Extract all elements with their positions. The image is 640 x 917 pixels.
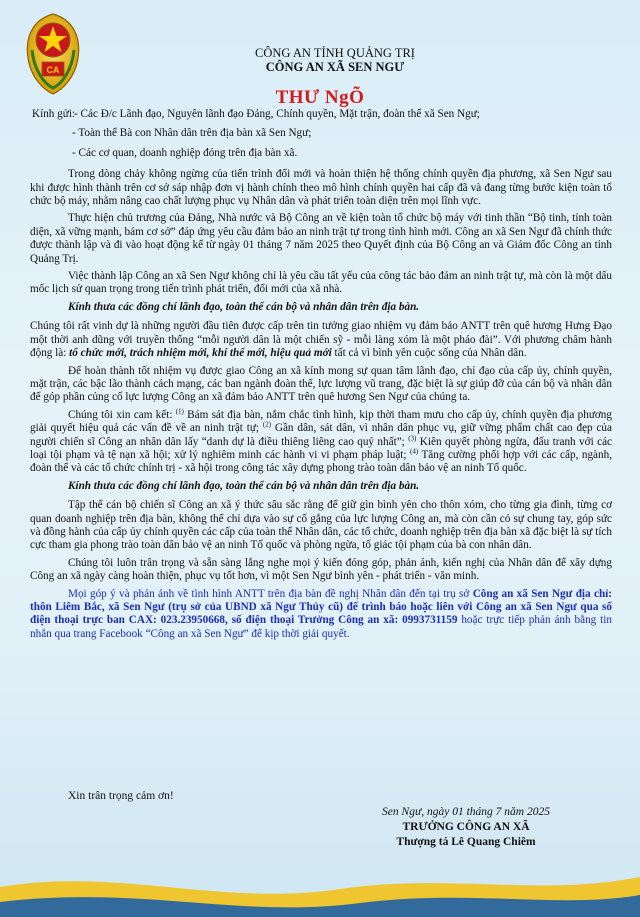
- motto: tổ chức mới, trách nhiệm mới, khí thế mới, hiệu quả mới: [69, 347, 332, 360]
- paragraph-8: Chúng tôi luôn trân trọng và sẵn sàng lắng nghe mọi ý kiến đóng góp, phản ánh, kiến nghị của Nhân dân để xây dựng Công an xã ngày càng hoàn thiện, phục vụ tốt hơn, vì một Sen Ngư bình yên - phát triển - văn minh.: [30, 556, 612, 583]
- signature-role: TRƯỞNG CÔNG AN XÃ: [402, 821, 530, 833]
- recipients-lead: Kính gửi:: [32, 108, 76, 120]
- org-parent: CÔNG AN TỈNH QUẢNG TRỊ: [255, 46, 415, 60]
- commitments-lead: Chúng tôi xin cam kết:: [68, 408, 176, 421]
- paragraph-4-text: Chúng tôi rất vinh dự là những người đầu tiên được cấp trên tin tưởng giao nhiệm vụ đảm bảo ANTT trên quê hương Hưng Đạo một thời anh dũng với truyền thống “mỗi người dân là một chiến sỹ - mỗi làng xóm là một pháo đài”. Với phương châm hành động là:: [30, 320, 612, 360]
- commitment-1-number: (1): [175, 406, 184, 415]
- recipient-1: - Các Đ/c Lãnh đạo, Nguyên lãnh đạo Đảng, Chính quyền, Mặt trận, đoàn thể xã Sen Ngư;: [74, 108, 480, 120]
- recipient-3: - Các cơ quan, doanh nghiệp đóng trên địa bàn xã.: [72, 146, 298, 159]
- paragraph-4: [30, 320, 612, 360]
- police-emblem-icon: [22, 10, 84, 98]
- signature-block: [336, 805, 596, 850]
- commitment-4-number: (4): [410, 447, 419, 456]
- closing-thanks: Xin trân trọng cảm ơn!: [68, 790, 174, 802]
- contact-paragraph: [30, 588, 612, 642]
- paragraph-2: Thực hiện chủ trương của Đảng, Nhà nước và Bộ Công an về kiện toàn tổ chức bộ máy với tinh thần “Bộ tinh, tỉnh toàn diện, xã vững mạnh, bám cơ sở” đáp ứng yêu cầu đảm bảo an ninh trật tự trong tình hình mới. Công an xã Sen Ngư đã chính thức được thành lập và đi vào hoạt động kể từ ngày 01 tháng 7 năm 2025 theo Quyết định của Bộ Công an và Giám đốc Công an tỉnh Quảng Trị.: [30, 212, 612, 265]
- paragraph-1: Trong dòng chảy không ngừng của tiến trình đổi mới và hoàn thiện hệ thống chính quyền địa phương, xã Sen Ngư sau khi được hình thành trên cơ sở sáp nhập đơn vị hành chính theo mô hình chính quyền hai cấp đã và đang từng bước kiện toàn tổ chức bộ máy, nhằm nâng cao chất lượng phục vụ Nhân dân và phát triển toàn diện trên mọi lĩnh vực.: [30, 168, 612, 208]
- signature-date: Sen Ngư, ngày 01 tháng 7 năm 2025: [382, 806, 550, 818]
- paragraph-5: Để hoàn thành tốt nhiệm vụ được giao Công an xã kính mong sự quan tâm lãnh đạo, chỉ đạo của cấp ủy, chính quyền, mặt trận, các bậc lão thành cách mạng, các ban ngành đoàn thể, lực lượng vũ trang, đặc biệt là sự giúp đỡ của cán bộ và nhân dân để góp phần củng cố lực lượng Công an xã đảm bảo ANTT trên quê hương Sen Ngư của chúng ta.: [30, 364, 612, 404]
- paragraph-3: Việc thành lập Công an xã Sen Ngư không chỉ là yêu cầu tất yếu của công tác bảo đảm an ninh trật tự, mà còn là một dấu mốc lịch sử quan trọng trong tiến trình phát triển, đổi mới của xã nhà.: [30, 270, 612, 296]
- signature-name: Thượng tá Lê Quang Chiêm: [396, 836, 536, 848]
- svg-text:CA: CA: [46, 65, 60, 75]
- contact-facebook: hoặc trực tiếp phản ánh bằng tin nhắn qua trang Facebook “Công an xã Sen Ngư” để kịp thời giải quyết.: [30, 614, 612, 640]
- decorative-wave: [0, 847, 640, 917]
- commitments: [30, 406, 612, 476]
- contact-details: Công an xã Sen Ngư địa chỉ: thôn Liêm Bắc, xã Sen Ngư (trụ sở của UBND xã Ngư Thủy cũ) để trình báo hoặc liên với Công an xã Sen Ngư qua số điện thoại trực ban CAX: 023.23950668, số điện thoại Trưởng Công an xã: 0993731159: [30, 587, 612, 627]
- paragraph-7: Tập thể cán bộ chiến sĩ Công an xã ý thức sâu sắc rằng để giữ gìn bình yên cho thôn xóm, cho từng gia đình, từng cơ quan doanh nghiệp trên địa bàn, không thể chỉ dựa vào sự cố gắng của lực lượng Công an, mà còn cần có sự chung tay, góp sức và đồng hành của cấp ủy chính quyền các cấp của toàn thể Nhân dân, các tổ chức, doanh nghiệp trên địa bàn xã đặc biệt là sự tích cực tham gia phong trào toàn dân bảo vệ an ninh Tổ quốc và phòng ngừa, tố giác tội phạm của bà con nhân dân.: [30, 499, 612, 552]
- letter-body: [30, 108, 612, 645]
- commitment-3: Kiên quyết phòng ngừa, đấu tranh với các loại tội phạm và tệ nạn xã hội; xử lý nghiêm minh các hành vi vi phạm pháp luật;: [30, 435, 612, 461]
- salutation-2: Kính thưa các đồng chí lãnh đạo, toàn thể cán bộ và nhân dân trên địa bàn.: [68, 479, 420, 492]
- letter-title: THƯ NgÕ: [275, 87, 365, 108]
- organization-header: [230, 46, 440, 74]
- commitment-3-number: (3): [408, 433, 417, 442]
- recipient-2: - Toàn thể Bà con Nhân dân trên địa bàn xã Sen Ngư;: [72, 127, 312, 140]
- salutation-1: Kính thưa các đồng chí lãnh đạo, toàn thể cán bộ và nhân dân trên địa bàn.: [68, 300, 420, 313]
- recipients: [30, 108, 612, 160]
- org-name: CÔNG AN XÃ SEN NGƯ: [265, 60, 405, 74]
- contact-intro: Mọi góp ý và phản ánh về tình hình ANTT trên địa bàn đề nghị Nhân dân đến tại trụ sở: [68, 587, 473, 600]
- commitment-2-number: (2): [262, 420, 272, 429]
- commitment-1: Bám sát địa bàn, nắm chắc tình hình, kịp thời tham mưu cho cấp ủy, chính quyền địa phương giải quyết hiệu quả các vấn đề về an ninh trật tự;: [30, 408, 612, 435]
- paragraph-4-end: tất cả vì bình yên cuộc sống của Nhân dân.: [331, 347, 527, 360]
- commitment-4: Tăng cường phối hợp với các cấp, ngành, đoàn thể và các tổ chức chính trị - xã hội trong công tác xây dựng phong trào toàn dân bảo vệ an ninh Tổ quốc.: [30, 448, 612, 475]
- commitment-2: Gần dân, sát dân, vì nhân dân phục vụ, giữ vững phẩm chất cao đẹp của người chiến sĩ Công an nhân dân lấy “danh dự là điều thiêng liêng cao quý nhất”;: [30, 422, 612, 448]
